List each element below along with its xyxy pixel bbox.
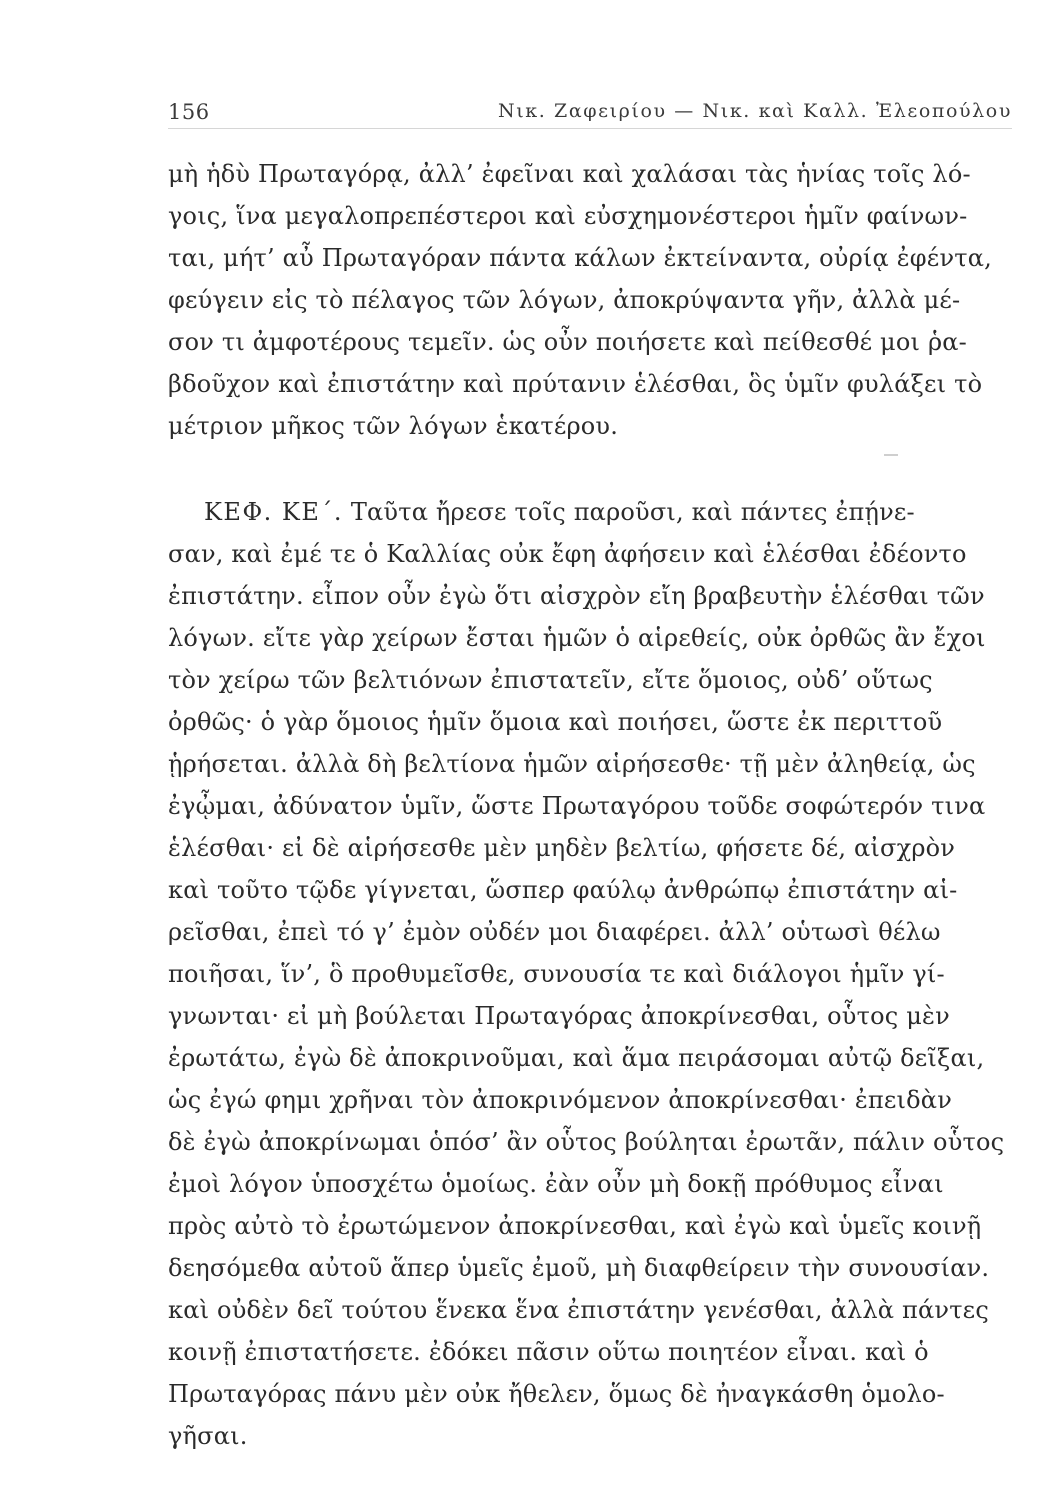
header-rule — [168, 128, 1012, 129]
text-line: κοινῇ ἐπιστατήσετε. ἐδόκει πᾶσιν οὕτω ποιητέον εἶναι. καὶ ὁ — [168, 1338, 929, 1366]
chapter-label: ΚΕΦ. ΚΕ΄. — [204, 498, 343, 526]
text-line: ἐγᾦμαι, ἀδύνατον ὑμῖν, ὥστε Πρωταγόρου τοῦδε σοφώτερόν τινα — [168, 792, 986, 820]
text-line: λόγων. εἴτε γὰρ χείρων ἔσται ἡμῶν ὁ αἱρεθείς, οὐκ ὀρθῶς ἂν ἔχοι — [168, 624, 986, 652]
text-line: βδοῦχον καὶ ἐπιστάτην καὶ πρύτανιν ἑλέσθαι, ὃς ὑμῖν φυλάξει τὸ — [168, 370, 983, 398]
chapter-first-line-text: Ταῦτα ἤρεσε τοῖς παροῦσι, καὶ πάντες ἐπῄνε- — [350, 498, 915, 526]
text-line: ποιῆσαι, ἵν’, ὃ προθυμεῖσθε, συνουσία τε καὶ διάλογοι ἡμῖν γί- — [168, 960, 945, 988]
text-line: πρὸς αὐτὸ τὸ ἐρωτώμενον ἀποκρίνεσθαι, καὶ ἐγὼ καὶ ὑμεῖς κοινῇ — [168, 1212, 982, 1240]
text-line: φεύγειν εἰς τὸ πέλαγος τῶν λόγων, ἀποκρύψαντα γῆν, ἀλλὰ μέ- — [168, 286, 961, 314]
text-line: ὀρθῶς· ὁ γὰρ ὅμοιος ἡμῖν ὅμοια καὶ ποιήσει, ὥστε ἐκ περιττοῦ — [168, 708, 943, 736]
text-line: γῆσαι. — [168, 1422, 248, 1450]
page-header — [168, 98, 1012, 128]
running-head: Νικ. Ζαφειρίου — Νικ. καὶ Καλλ. Ἐλεοπούλου — [498, 100, 1012, 122]
text-line: ἑλέσθαι· εἰ δὲ αἱρήσεσθε μὲν μηδὲν βελτίω, φήσετε δέ, αἰσχρὸν — [168, 834, 956, 862]
text-line: τὸν χείρω τῶν βελτιόνων ἐπιστατεῖν, εἴτε ὅμοιος, οὐδ’ οὕτως — [168, 666, 933, 694]
stray-mark — [884, 454, 898, 456]
text-line: μέτριον μῆκος τῶν λόγων ἑκατέρου. — [168, 412, 619, 440]
text-line: γοις, ἵνα μεγαλοπρεπέστεροι καὶ εὐσχημονέστεροι ἡμῖν φαίνων- — [168, 202, 968, 230]
text-line: δὲ ἐγὼ ἀποκρίνωμαι ὁπόσ’ ἂν οὗτος βούληται ἐρωτᾶν, πάλιν οὗτος — [168, 1128, 1005, 1156]
text-line: ἐπιστάτην. εἶπον οὖν ἐγὼ ὅτι αἰσχρὸν εἴη βραβευτὴν ἑλέσθαι τῶν — [168, 582, 985, 610]
text-line: ἐμοὶ λόγον ὑποσχέτω ὁμοίως. ἐὰν οὖν μὴ δοκῇ πρόθυμος εἶναι — [168, 1170, 944, 1198]
text-line: σαν, καὶ ἐμέ τε ὁ Καλλίας οὐκ ἔφη ἀφήσειν καὶ ἑλέσθαι ἐδέοντο — [168, 540, 967, 568]
text-line: δεησόμεθα αὐτοῦ ἅπερ ὑμεῖς ἐμοῦ, μὴ διαφθείρειν τὴν συνουσίαν. — [168, 1254, 990, 1282]
text-line: καὶ οὐδὲν δεῖ τούτου ἕνεκα ἕνα ἐπιστάτην γενέσθαι, ἀλλὰ πάντες — [168, 1296, 989, 1324]
chapter-first-line — [204, 492, 915, 532]
text-line: καὶ τοῦτο τῷδε γίγνεται, ὥσπερ φαύλῳ ἀνθρώπῳ ἐπιστάτην αἱ- — [168, 876, 958, 904]
text-line: μὴ ἡδὺ Πρωταγόρᾳ, ἀλλ’ ἐφεῖναι καὶ χαλάσαι τὰς ἡνίας τοῖς λό- — [168, 160, 971, 188]
text-line: ᾑρήσεται. ἀλλὰ δὴ βελτίονα ἡμῶν αἱρήσεσθε· τῇ μὲν ἀληθείᾳ, ὡς — [168, 750, 976, 778]
page-number: 156 — [168, 100, 210, 124]
text-line: Πρωταγόρας πάνυ μὲν οὐκ ἤθελεν, ὅμως δὲ ἠναγκάσθη ὁμολο- — [168, 1380, 945, 1408]
text-line: γνωνται· εἰ μὴ βούλεται Πρωταγόρας ἀποκρίνεσθαι, οὗτος μὲν — [168, 1002, 950, 1030]
text-line: ὡς ἐγώ φημι χρῆναι τὸν ἀποκρινόμενον ἀποκρίνεσθαι· ἐπειδὰν — [168, 1086, 952, 1114]
text-line: ται, μήτ’ αὖ Πρωταγόραν πάντα κάλων ἐκτείναντα, οὐρίᾳ ἐφέντα, — [168, 244, 992, 272]
text-line: σον τι ἀμφοτέρους τεμεῖν. ὡς οὖν ποιήσετε καὶ πείθεσθέ μοι ῥα- — [168, 328, 967, 356]
text-line: ἐρωτάτω, ἐγὼ δὲ ἀποκρινοῦμαι, καὶ ἅμα πειράσομαι αὐτῷ δεῖξαι, — [168, 1044, 985, 1072]
text-line: ρεῖσθαι, ἐπεὶ τό γ’ ἐμὸν οὐδέν μοι διαφέρει. ἀλλ’ οὑτωσὶ θέλω — [168, 918, 941, 946]
